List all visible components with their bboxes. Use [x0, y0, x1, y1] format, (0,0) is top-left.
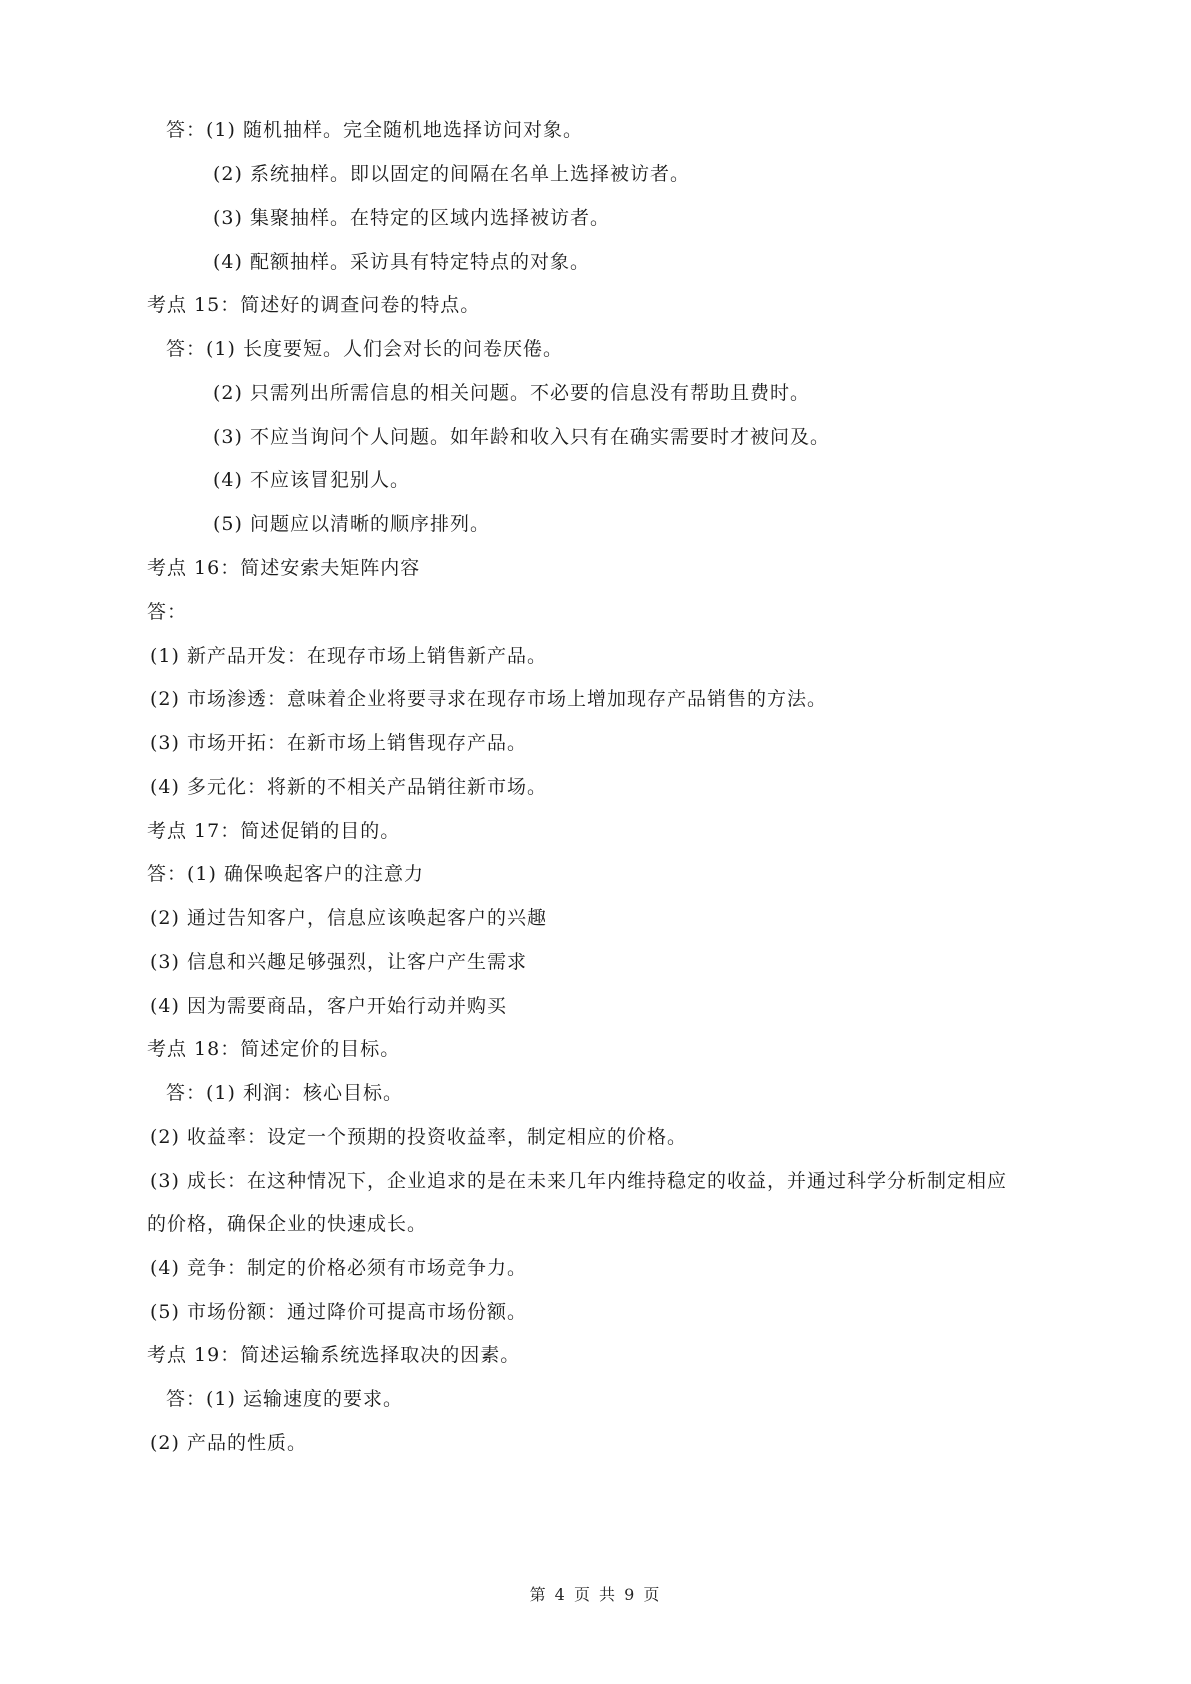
topic-heading: 考点 17：简述促销的目的。: [147, 820, 401, 842]
topic-heading: 考点 19：简述运输系统选择取决的因素。: [147, 1344, 521, 1366]
answer-line: (4) 配额抽样。采访具有特定特点的对象。: [213, 251, 590, 273]
answer-line: 答：(1) 随机抽样。完全随机地选择访问对象。: [166, 119, 583, 141]
answer-line: (4) 因为需要商品，客户开始行动并购买: [150, 995, 507, 1017]
answer-line: (2) 产品的性质。: [150, 1432, 307, 1454]
answer-line: 答：(1) 运输速度的要求。: [166, 1388, 403, 1410]
answer-line: (3) 信息和兴趣足够强烈，让客户产生需求: [150, 951, 527, 973]
answer-line: (2) 通过告知客户，信息应该唤起客户的兴趣: [150, 907, 547, 929]
page-footer: 第 4 页 共 9 页: [529, 1585, 662, 1604]
topic-heading: 考点 15：简述好的调查问卷的特点。: [147, 294, 481, 316]
topic-heading: 考点 16：简述安索夫矩阵内容: [147, 557, 421, 579]
answer-line: (4) 多元化：将新的不相关产品销往新市场。: [150, 776, 547, 798]
answer-line: 答：(1) 长度要短。人们会对长的问卷厌倦。: [166, 338, 563, 360]
answer-line: 的价格，确保企业的快速成长。: [147, 1213, 428, 1235]
answer-line: (1) 新产品开发：在现存市场上销售新产品。: [150, 645, 547, 667]
answer-line: (2) 系统抽样。即以固定的间隔在名单上选择被访者。: [213, 163, 690, 185]
answer-line: (5) 问题应以清晰的顺序排列。: [213, 513, 490, 535]
topic-heading: 考点 18：简述定价的目标。: [147, 1038, 401, 1060]
answer-line: (4) 不应该冒犯别人。: [213, 469, 410, 491]
answer-line: (2) 只需列出所需信息的相关问题。不必要的信息没有帮助且费时。: [213, 382, 810, 404]
answer-line: (4) 竞争：制定的价格必须有市场竞争力。: [150, 1257, 527, 1279]
answer-line: 答：(1) 确保唤起客户的注意力: [147, 863, 424, 885]
answer-line: 答：: [147, 601, 188, 623]
answer-line: (3) 市场开拓：在新市场上销售现存产品。: [150, 732, 527, 754]
answer-line: (3) 不应当询问个人问题。如年龄和收入只有在确实需要时才被问及。: [213, 426, 830, 448]
answer-line: (5) 市场份额：通过降价可提高市场份额。: [150, 1301, 527, 1323]
answer-line: (3) 集聚抽样。在特定的区域内选择被访者。: [213, 207, 610, 229]
answer-line: 答：(1) 利润：核心目标。: [166, 1082, 403, 1104]
answer-line: (2) 市场渗透：意味着企业将要寻求在现存市场上增加现存产品销售的方法。: [150, 688, 827, 710]
answer-line: (3) 成长：在这种情况下，企业追求的是在未来几年内维持稳定的收益，并通过科学分析制定相应: [150, 1170, 1007, 1192]
answer-line: (2) 收益率：设定一个预期的投资收益率，制定相应的价格。: [150, 1126, 687, 1148]
